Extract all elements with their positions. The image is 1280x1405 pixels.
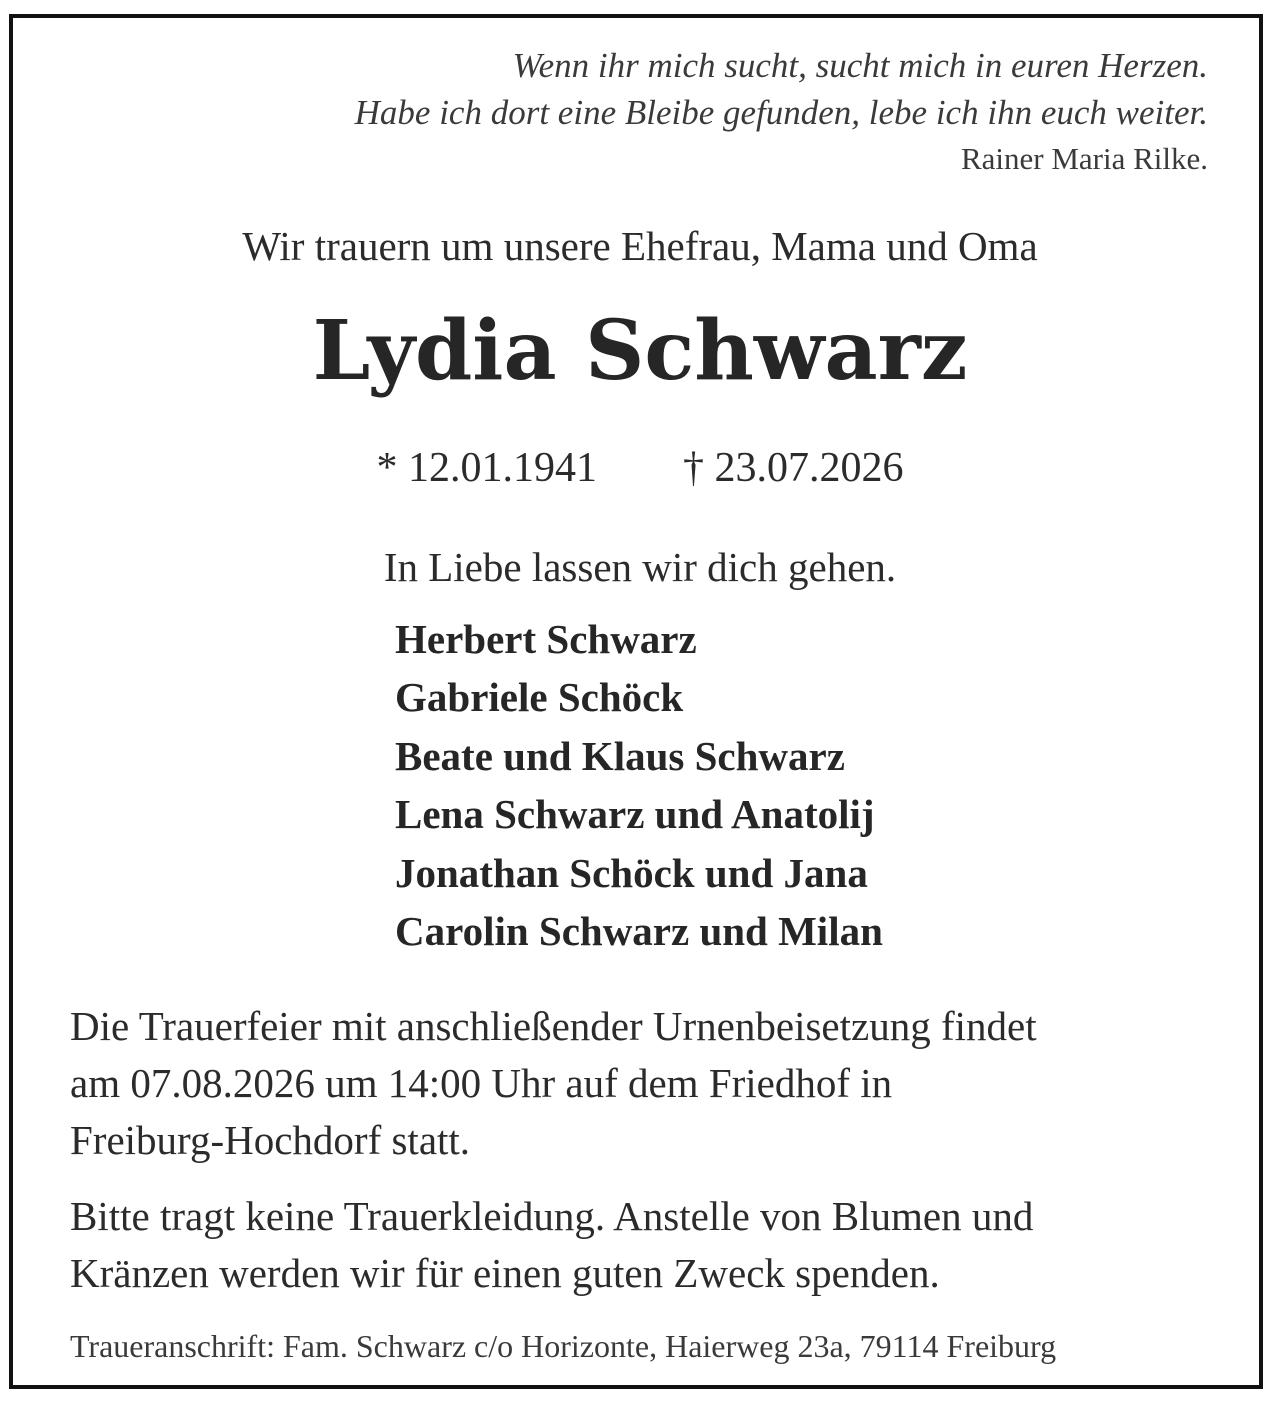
birth-date: * 12.01.1941	[376, 445, 597, 491]
mourner-name: Beate und Klaus Schwarz	[395, 732, 845, 779]
mourner-name: Lena Schwarz und Anatolij	[395, 791, 875, 838]
rilke-quote	[355, 42, 1208, 182]
mourning-address: Traueranschrift: Fam. Schwarz c/o Horizonte, Haierweg 23a, 79114 Freiburg	[70, 1328, 1057, 1364]
quote-line-1: Wenn ihr mich sucht, sucht mich in euren Herzen.	[512, 46, 1208, 85]
ceremony-paragraph	[70, 998, 1220, 1169]
ceremony-line-3: Freiburg-Hochdorf statt.	[70, 1117, 471, 1163]
mourners-list	[395, 610, 883, 960]
mourner-name: Herbert Schwarz	[395, 616, 697, 662]
quote-line-2: Habe ich dort eine Bleibe gefunden, lebe ich ihn euch weiter.	[354, 93, 1208, 132]
request-line-1: Bitte tragt keine Trauerkleidung. Anstelle von Blumen und	[70, 1193, 1034, 1239]
request-paragraph	[70, 1188, 1220, 1302]
life-dates	[0, 440, 1280, 496]
mourner-name: Carolin Schwarz und Milan	[395, 908, 883, 955]
deceased-name: Lydia Schwarz	[312, 303, 968, 399]
death-date: † 23.07.2026	[683, 445, 904, 491]
request-line-2: Kränzen werden wir für einen guten Zweck spenden.	[70, 1250, 940, 1296]
mourning-intro: Wir trauern um unsere Ehefrau, Mama und Oma	[242, 223, 1038, 269]
mourner-name: Gabriele Schöck	[395, 674, 684, 721]
mourner-name: Jonathan Schöck und Jana	[395, 849, 868, 896]
ceremony-line-2: am 07.08.2026 um 14:00 Uhr auf dem Friedhof in	[70, 1060, 893, 1106]
quote-author: Rainer Maria Rilke.	[960, 141, 1208, 176]
ceremony-line-1: Die Trauerfeier mit anschließender Urnenbeisetzung findet	[70, 1003, 1037, 1049]
farewell-line: In Liebe lassen wir dich gehen.	[383, 544, 897, 590]
